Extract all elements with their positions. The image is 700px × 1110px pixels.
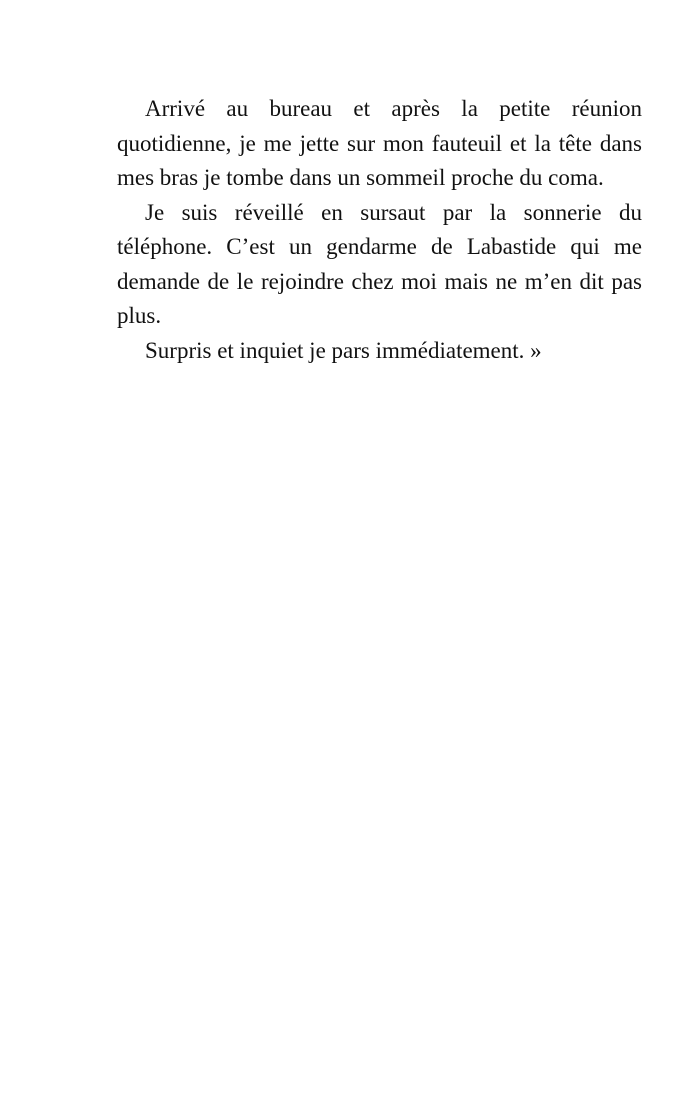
- paragraph-arrival: Arrivé au bureau et après la petite réunion quotidienne, je me jette sur mon fauteuil et la tête dans mes bras je tombe dans un sommeil proche du coma.: [117, 96, 642, 190]
- paragraph-departure: Surpris et inquiet je pars immédiatement. »: [145, 337, 542, 363]
- paragraph-phone-call: Je suis réveillé en sursaut par la sonnerie du téléphone. C’est un gendarme de Labastide qui me demande de le rejoindre chez moi mais ne m’en dit pas plus.: [117, 199, 642, 328]
- body-text: [117, 92, 642, 368]
